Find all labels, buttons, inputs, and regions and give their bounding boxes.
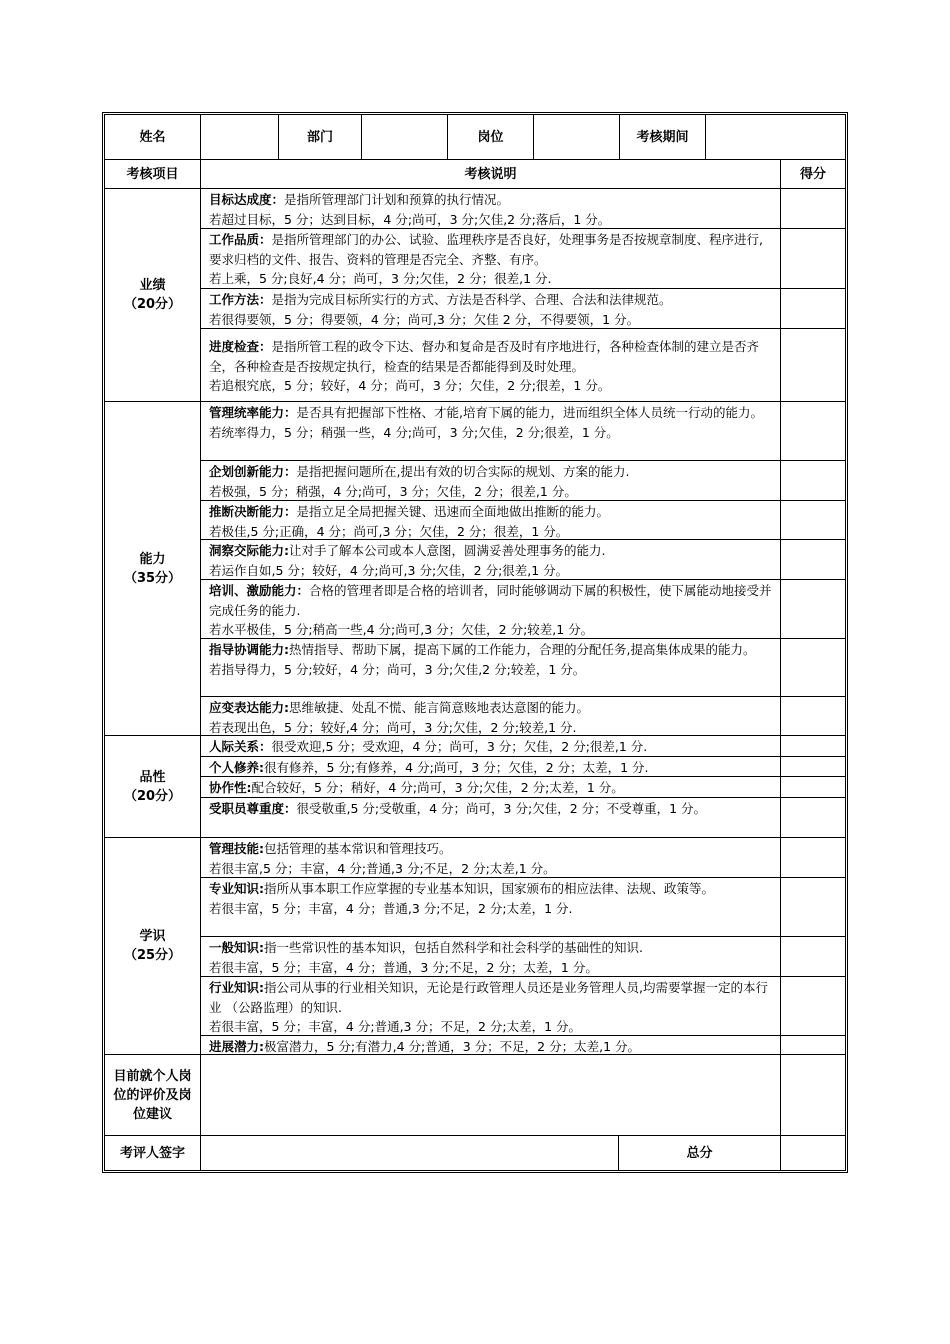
criterion-item	[200, 736, 780, 757]
criterion-name: 工作方法：	[209, 292, 272, 307]
criterion-item	[200, 461, 780, 501]
score-cell[interactable]	[780, 736, 845, 757]
criterion-name: 洞察交际能力:	[209, 543, 289, 558]
appraisal-form	[102, 112, 848, 1173]
criterion-item	[200, 1036, 780, 1055]
score-cell[interactable]	[780, 461, 845, 501]
criterion-desc: 是指把握问题所在,提出有效的切合实际的规划、方案的能力.	[296, 464, 630, 479]
post-label: 岗位	[447, 115, 533, 160]
criterion-scale: 若追根究底，5 分；较好，4 分；尚可，3 分；欠佳，2 分;很差，1 分。	[209, 378, 611, 393]
criterion-desc: 思维敏捷、处乱不慌、能言简意赅地表达意图的能力。	[289, 700, 590, 715]
criterion-item	[200, 402, 780, 461]
criterion-item	[200, 977, 780, 1036]
criterion-item	[200, 798, 780, 838]
criterion-desc: 指公司从事的行业相关知识，无论是行政管理人员还是业务管理人员,均需要掌握一定的本行业 （公路监理）的知识.	[209, 980, 768, 1015]
col-item-header: 考核项目	[105, 160, 200, 189]
criterion-item	[200, 189, 780, 229]
score-cell[interactable]	[780, 937, 845, 977]
criterion-scale: 若超过目标，5 分；达到目标，4 分;尚可，3 分;欠佳,2 分;落后，1 分。	[209, 211, 611, 227]
group-points: （25分）	[123, 948, 182, 963]
period-field[interactable]	[705, 115, 845, 160]
criterion-item	[200, 229, 780, 289]
score-cell[interactable]	[780, 189, 845, 229]
criterion-item	[200, 289, 780, 329]
criterion-name: 人际关系：	[209, 739, 272, 754]
name-field[interactable]	[200, 115, 278, 160]
criterion-name: 推断决断能力：	[209, 504, 297, 519]
criterion-item	[200, 639, 780, 697]
evaluation-field[interactable]	[200, 1055, 780, 1136]
criterion-scale: 若很得要领，5 分；得要领，4 分；尚可,3 分；欠佳 2 分，不得要领，1 分。	[209, 311, 640, 327]
signer-field[interactable]	[200, 1136, 618, 1170]
criterion-desc: 合格的管理者即是合格的培训者，同时能够调动下属的积极性，使下属能动地接受并完成任务的能力.	[209, 583, 772, 618]
score-cell[interactable]	[780, 402, 845, 461]
score-cell[interactable]	[780, 329, 845, 402]
criterion-name: 专业知识:	[209, 881, 264, 896]
score-cell[interactable]	[780, 838, 845, 878]
criterion-scale: 若极佳,5 分;正确，4 分；尚可,3 分；欠佳，2 分；很差，1 分。	[209, 523, 569, 539]
criterion-desc: 是否具有把握部下性格、才能,培育下属的能力，进而组织全体人员统一行动的能力。	[296, 405, 763, 420]
criterion-desc: 极富潜力，5 分;有潜力,4 分;普通，3 分；不足，2 分；太差,1 分。	[264, 1039, 641, 1054]
criterion-name: 工作品质：	[209, 232, 272, 247]
criterion-scale: 若统率得力，5 分；稍强一些，4 分;尚可，3 分;欠佳，2 分;很差，1 分。	[209, 424, 619, 440]
score-cell[interactable]	[780, 977, 845, 1036]
criterion-desc: 是指所管理部门的办公、试验、监理秩序是否良好，处理事务是否按规章制度、程序进行,要求归档的文件、报告、资料的管理是否完全、齐整、有序。	[209, 232, 763, 267]
criterion-scale: 若极强，5 分；稍强，4 分;尚可，3 分；欠佳，2 分；很差,1 分。	[209, 483, 577, 499]
dept-field[interactable]	[361, 115, 447, 160]
evaluation-label: 目前就个人岗位的评价及岗位建议	[105, 1055, 200, 1136]
period-label: 考核期间	[619, 115, 705, 160]
criterion-desc: 指一些常识性的基本知识，包括自然科学和社会科学的基础性的知识.	[264, 940, 643, 955]
name-label: 姓名	[105, 115, 200, 160]
score-cell[interactable]	[780, 777, 845, 798]
score-cell[interactable]	[780, 580, 845, 639]
criterion-desc: 很有修养，5 分;有修养，4 分;尚可，3 分；欠佳，2 分；太差，1 分.	[264, 760, 649, 775]
criterion-desc: 是指为完成目标所实行的方式、方法是否科学、合理、合法和法律规范。	[271, 292, 672, 307]
criterion-item	[200, 329, 780, 402]
group-title: 能力	[139, 551, 166, 567]
group-points: （35分）	[123, 570, 182, 586]
criterion-name: 目标达成度：	[209, 192, 285, 207]
dept-label: 部门	[278, 115, 361, 160]
criterion-name: 协作性:	[209, 780, 252, 795]
criterion-name: 管理统率能力：	[209, 405, 297, 420]
score-cell[interactable]	[780, 757, 845, 777]
criterion-name: 受职员尊重度：	[209, 801, 297, 816]
criterion-desc: 很受欢迎,5 分；受欢迎，4 分；尚可，3 分；欠佳，2 分;很差,1 分.	[271, 739, 648, 754]
score-cell[interactable]	[780, 798, 845, 838]
criterion-item	[200, 878, 780, 937]
criterion-desc: 包括管理的基本常识和管理技巧。	[264, 841, 452, 856]
criterion-name: 进展潜力:	[209, 1039, 264, 1054]
criterion-name: 应变表达能力:	[209, 700, 289, 715]
group-character	[105, 736, 200, 838]
criterion-name: 企划创新能力：	[209, 464, 297, 479]
criterion-name: 进度检查：	[209, 339, 272, 354]
criterion-item	[200, 540, 780, 580]
criterion-name: 行业知识:	[209, 980, 264, 995]
group-performance	[105, 189, 200, 402]
score-cell[interactable]	[780, 1036, 845, 1055]
form-grid	[105, 115, 845, 1170]
criterion-item	[200, 777, 780, 798]
criterion-scale: 若很丰富，5 分；丰富，4 分；普通，3 分;不足，2 分；太差，1 分。	[209, 959, 598, 975]
criterion-scale: 若很丰富,5 分；丰富，4 分;普通,3 分;不足，2 分;太差,1 分。	[209, 860, 556, 876]
criterion-scale: 若水平极佳，5 分;稍高一些,4 分;尚可,3 分；欠佳，2 分;较差,1 分。	[209, 622, 594, 637]
criterion-item	[200, 580, 780, 639]
col-score-header: 得分	[780, 160, 845, 189]
criterion-item	[200, 697, 780, 736]
criterion-desc: 是指所管工程的政令下达、督办和复命是否及时有序地进行，各种检查体制的建立是否齐全，各种检查是否按规定执行，检查的结果是否都能得到及时处理。	[209, 339, 760, 374]
criterion-name: 个人修养:	[209, 760, 264, 775]
score-cell[interactable]	[780, 289, 845, 329]
score-cell[interactable]	[780, 697, 845, 736]
criterion-name: 一般知识:	[209, 940, 264, 955]
group-ability	[105, 402, 200, 736]
criterion-item	[200, 937, 780, 977]
criterion-scale: 若指导得力，5 分;较好，4 分；尚可，3 分;欠佳,2 分;较差，1 分。	[209, 661, 586, 677]
criterion-desc: 让对手了解本公司或本人意图，圆满妥善处理事务的能力.	[289, 543, 606, 558]
criterion-scale: 若表现出色，5 分；较好,4 分；尚可，3 分;欠佳，2 分;较差,1 分.	[209, 719, 577, 735]
score-cell[interactable]	[780, 639, 845, 697]
criterion-desc: 配合较好，5 分；稍好，4 分;尚可，3 分;欠佳，2 分;太差，1 分。	[251, 780, 624, 795]
criterion-item	[200, 838, 780, 878]
criterion-scale: 若很丰富，5 分；丰富，4 分；普通,3 分;不足，2 分;太差，1 分.	[209, 900, 573, 916]
score-cell[interactable]	[780, 229, 845, 289]
criterion-item	[200, 501, 780, 540]
group-knowledge	[105, 838, 200, 1055]
evaluation-score-cell[interactable]	[780, 1055, 845, 1136]
criterion-desc: 是指立足全局把握关键、迅速而全面地做出推断的能力。	[296, 504, 610, 519]
criterion-desc: 指所从事本职工作应掌握的专业基本知识，国家颁布的相应法律、法规、政策等。	[264, 881, 715, 896]
group-points: （20分）	[123, 788, 182, 804]
score-cell[interactable]	[780, 540, 845, 580]
score-cell[interactable]	[780, 501, 845, 540]
criterion-scale: 若运作自如,5 分；较好，4 分;尚可,3 分;欠佳，2 分;很差,1 分。	[209, 562, 569, 578]
group-title: 品性	[139, 769, 166, 785]
score-cell[interactable]	[780, 878, 845, 937]
group-title: 业绩	[139, 278, 166, 293]
criterion-scale: 若上乘，5 分;良好,4 分；尚可，3 分;欠佳，2 分；很差,1 分.	[209, 271, 552, 286]
group-points: （20分）	[123, 297, 182, 312]
criterion-desc: 热情指导、帮助下属，提高下属的工作能力，合理的分配任务,提高集体成果的能力。	[289, 642, 756, 657]
criterion-name: 指导协调能力:	[209, 642, 289, 657]
criterion-name: 培训、激励能力：	[209, 583, 310, 598]
criterion-desc: 是指所管理部门计划和预算的执行情况。	[284, 192, 510, 207]
group-title: 学识	[139, 929, 166, 944]
criterion-desc: 很受敬重,5 分;受敬重，4 分；尚可，3 分;欠佳，2 分；不受尊重，1 分。	[296, 801, 707, 816]
signer-label: 考评人签字	[119, 1145, 185, 1161]
total-field[interactable]	[780, 1136, 845, 1170]
criterion-name: 管理技能:	[209, 841, 264, 856]
col-desc-header: 考核说明	[200, 160, 780, 189]
total-label: 总分	[618, 1136, 780, 1170]
post-field[interactable]	[533, 115, 619, 160]
criterion-scale: 若很丰富，5 分；丰富，4 分;普通,3 分；不足，2 分;太差，1 分。	[209, 1019, 582, 1034]
criterion-item	[200, 757, 780, 777]
